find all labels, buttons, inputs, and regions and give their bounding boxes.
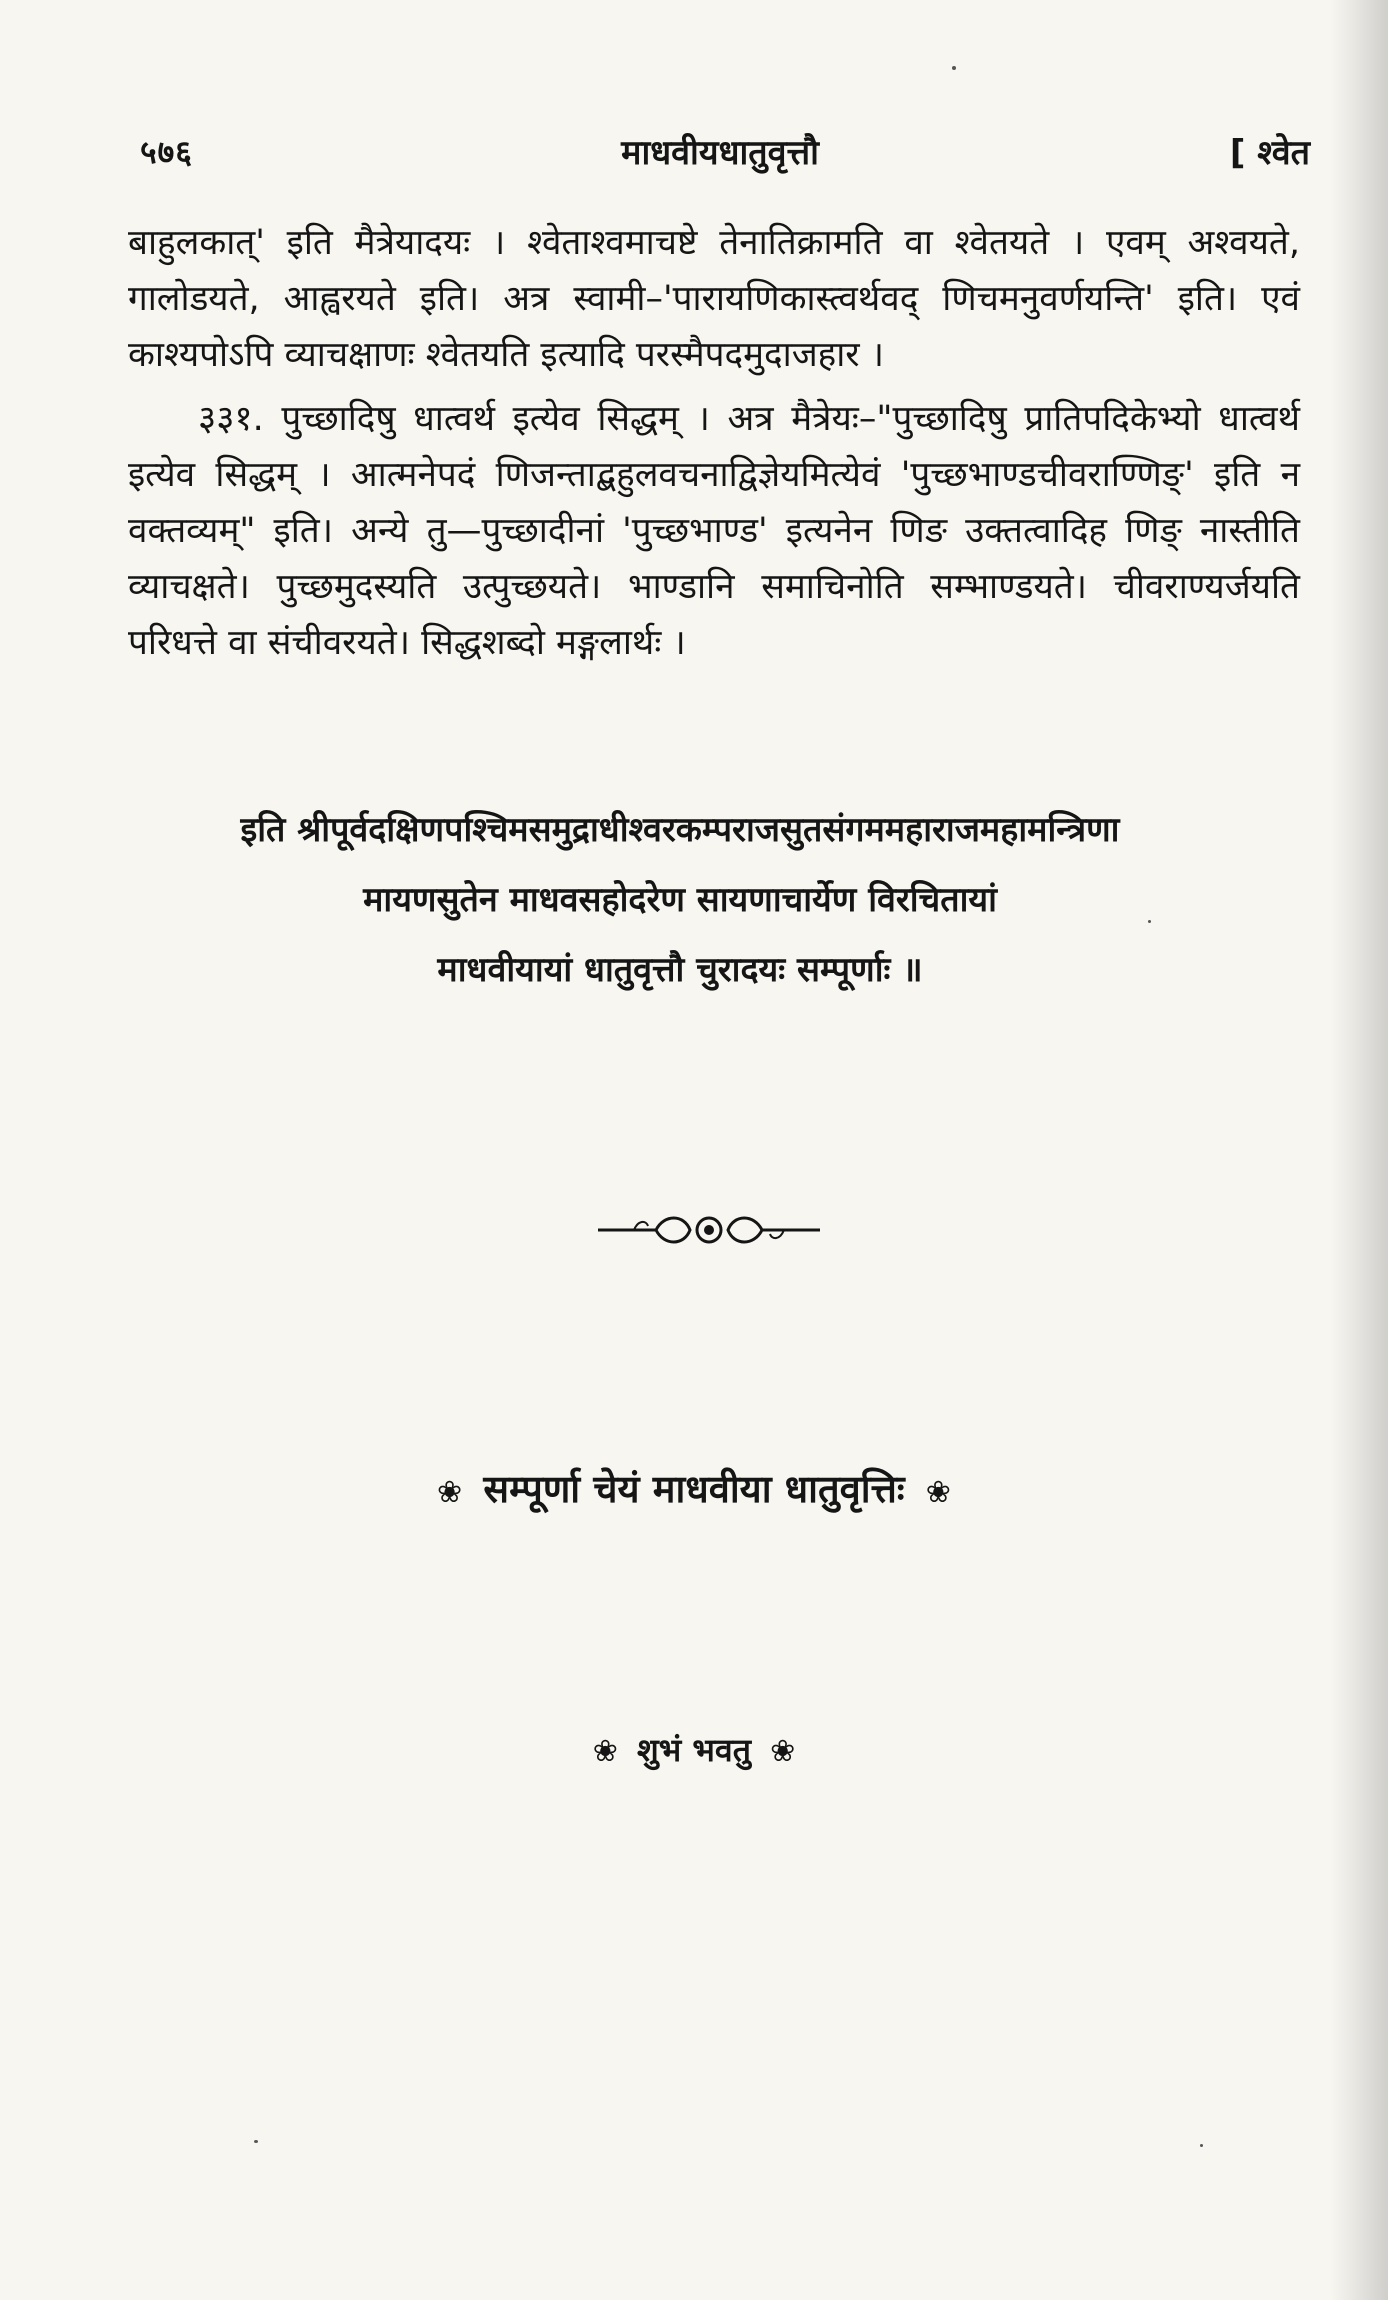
section-marker: [ श्वेत	[1229, 133, 1310, 173]
flower-icon: ❀	[592, 1734, 618, 1769]
flower-icon: ❀	[770, 1734, 796, 1769]
running-title: माधवीयधातुवृत्तौ	[621, 133, 819, 173]
body-text	[128, 215, 1300, 679]
print-speck	[1200, 2144, 1203, 2147]
blessing-text: शुभं भवतु	[637, 1731, 751, 1769]
print-speck	[952, 66, 956, 70]
colophon-line: माधवीयायां धातुवृत्तौ चुरादयः सम्पूर्णाः ॥	[437, 950, 923, 990]
completion-text: सम्पूर्णा चेयं माधवीया धातुवृत्तिः	[483, 1467, 905, 1511]
colophon-line: इति श्रीपूर्वदक्षिणपश्चिमसमुद्राधीश्वरकम्पराजसुतसंगममहाराजमहामन्त्रिणा	[240, 810, 1120, 850]
colophon	[140, 795, 1220, 1005]
colophon-line: मायणसुतेन माधवसहोदरेण सायणाचार्येण विरचितायां	[363, 880, 997, 920]
print-speck	[1148, 920, 1151, 923]
paragraph: बाहुलकात्' इति मैत्रेयादयः । श्वेताश्वमाचष्टे तेनातिक्रामति वा श्वेतयते । एवम् अश्वयते, गालोडयते, आह्वरयते इति। अत्र स्वामी–'पारायणिकास्त्वर्थवद् णिचमनुवर्णयन्ति' इति। एवं काश्यपोऽपि व्याचक्षाणः श्वेतयति इत्यादि परस्मैपदमुदाजहार ।	[128, 223, 1300, 375]
flower-icon: ❀	[437, 1475, 463, 1510]
completion-line	[0, 1462, 1388, 1514]
print-speck	[254, 2140, 258, 2143]
blessing-line	[0, 1728, 1388, 1771]
page-edge-shadow	[1330, 0, 1388, 2300]
decorative-divider-icon	[594, 1208, 824, 1252]
paragraph: ३३१. पुच्छादिषु धात्वर्थ इत्येव सिद्धम् । अत्र मैत्रेयः–"पुच्छादिषु प्रातिपदिकेभ्यो धात्वर्थ इत्येव सिद्धम् । आत्मनेपदं णिजन्ताद्बहुलवचनाद्विज्ञेयमित्येवं 'पुच्छभाण्डचीवराण्णिङ्' इति न वक्तव्यम्" इति। अन्ये तु—पुच्छादीनां 'पुच्छभाण्ड' इत्यनेन णिङ उक्तत्वादिह णिङ् नास्तीति व्याचक्षते। पुच्छमुदस्यति उत्पुच्छयते। भाण्डानि समाचिनोति सम्भाण्डयते। चीवराण्यर्जयति परिधत्ते वा संचीवरयते। सिद्धशब्दो मङ्गलार्थः ।	[128, 399, 1300, 663]
page-header	[130, 118, 1310, 178]
page-number: ५७६	[140, 133, 193, 171]
flower-icon: ❀	[925, 1475, 951, 1510]
